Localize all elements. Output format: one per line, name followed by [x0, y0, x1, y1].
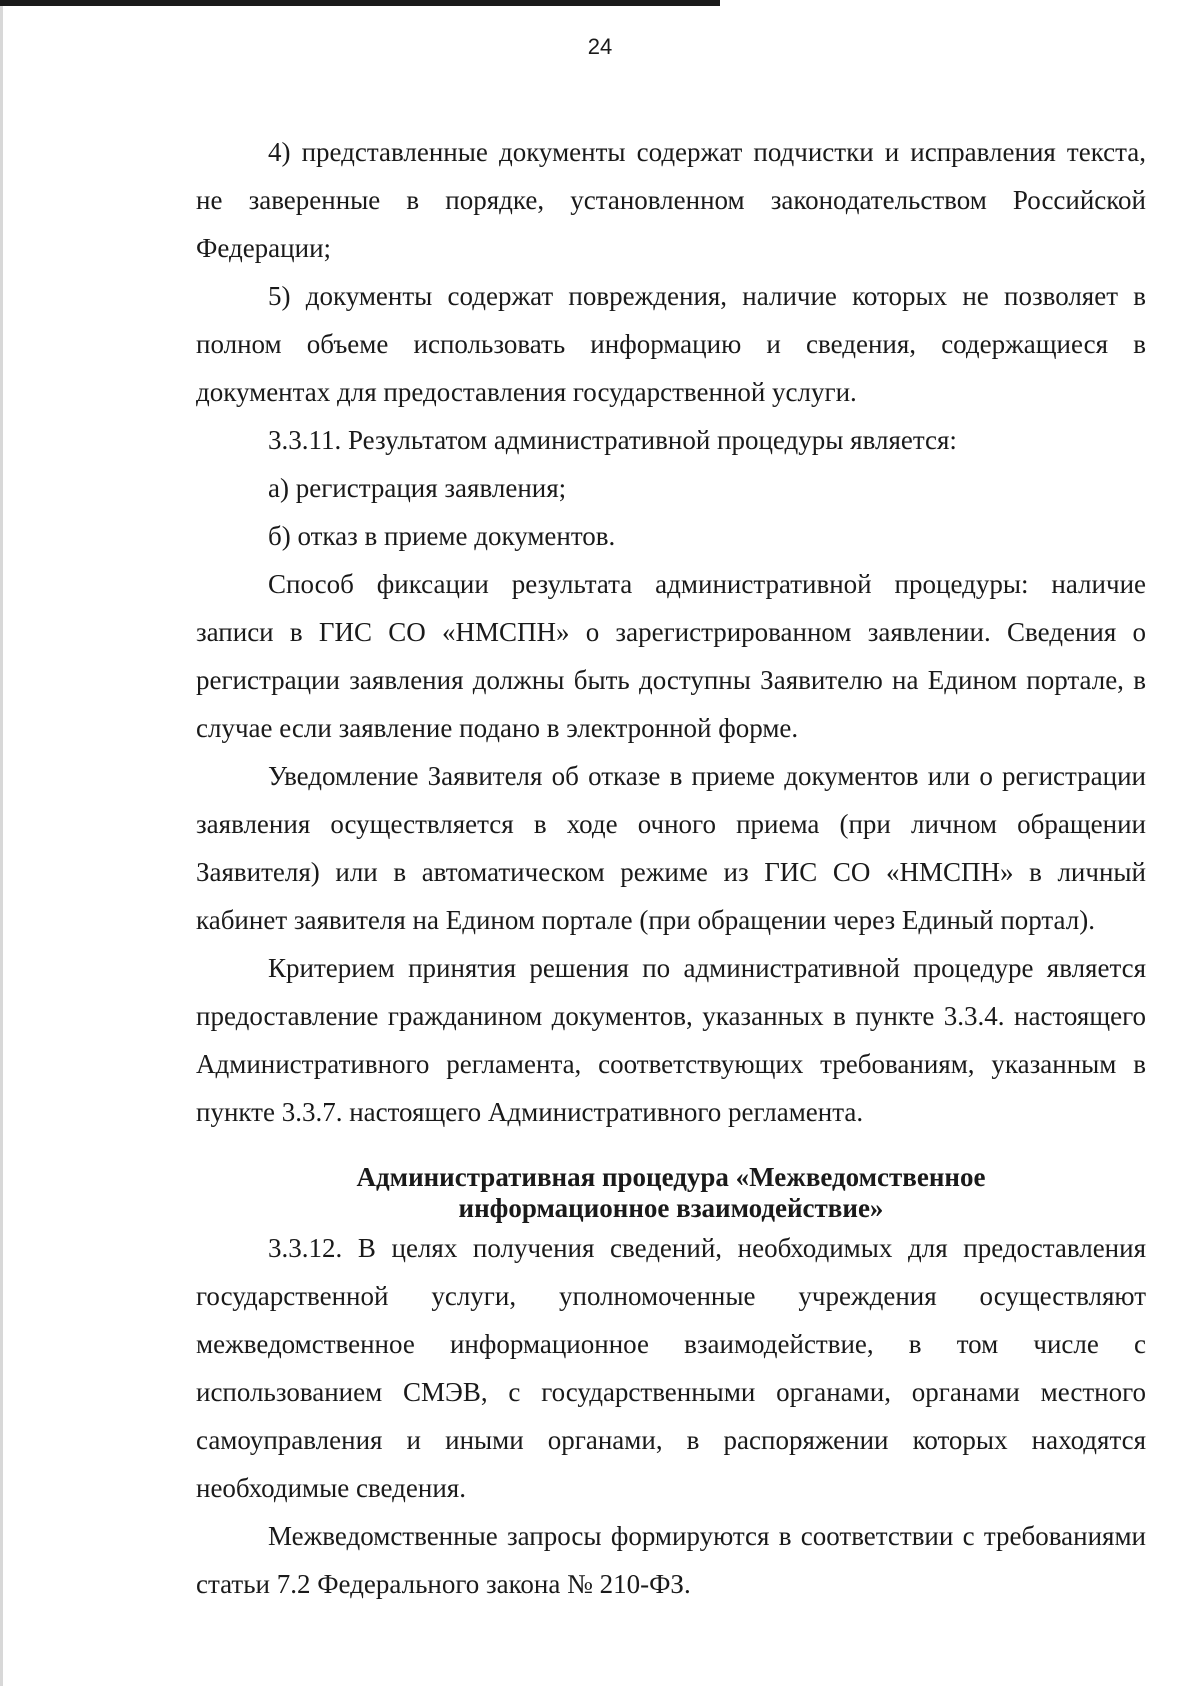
paragraph-fixation-method: Способ фиксации результата административной процедуры: наличие записи в ГИС СО «НМСПН» о зарегистрированном заявлении. Сведения о регистрации заявления должны быть доступны Заявителю на Едином портале, в случае если заявление подано в электронной форме.: [196, 569, 1146, 743]
section-heading: [196, 1162, 1146, 1224]
scan-top-rule: [0, 0, 720, 6]
paragraph-notification: Уведомление Заявителя об отказе в приеме документов или о регистрации заявления осуществляется в ходе очного приема (при личном обращении Заявителя) или в автоматическом режиме из ГИС СО «НМСПН» в личный кабинет заявителя на Едином портале (при обращении через Единый портал).: [196, 761, 1146, 935]
paragraph-item-5: 5) документы содержат повреждения, наличие которых не позволяет в полном объеме использовать информацию и сведения, содержащиеся в документах для предоставления государственной услуги.: [196, 281, 1146, 407]
paragraph-item-4: 4) представленные документы содержат подчистки и исправления текста, не заверенные в порядке, установленном законодательством Российской Федерации;: [196, 137, 1146, 263]
scan-left-edge: [0, 0, 3, 1686]
document-body: [196, 128, 1146, 1608]
paragraph-item-b: б) отказ в приеме документов.: [268, 521, 616, 551]
section-heading-line1: Административная процедура «Межведомственное: [356, 1162, 986, 1192]
paragraph-item-a: а) регистрация заявления;: [268, 473, 567, 503]
paragraph-3-3-12: 3.3.12. В целях получения сведений, необходимых для предоставления государственной услуги, уполномоченные учреждения осуществляют межведомственное информационное взаимодействие, в том числе с использованием СМЭВ, с государственными органами, органами местного самоуправления и иными органами, в распоряжении которых находятся необходимые сведения.: [196, 1233, 1146, 1503]
paragraph-3-3-11: 3.3.11. Результатом административной процедуры является:: [268, 425, 957, 455]
page-number: 24: [587, 34, 613, 59]
section-heading-line2: информационное взаимодействие»: [458, 1193, 884, 1223]
paragraph-decision-criterion: Критерием принятия решения по административной процедуре является предоставление гражданином документов, указанных в пункте 3.3.4. настоящего Административного регламента, соответствующих требованиям, указанным в пункте 3.3.7. настоящего Административного регламента.: [196, 953, 1146, 1127]
paragraph-interagency-requests: Межведомственные запросы формируются в соответствии с требованиями статьи 7.2 Федерального закона № 210-ФЗ.: [196, 1521, 1146, 1599]
